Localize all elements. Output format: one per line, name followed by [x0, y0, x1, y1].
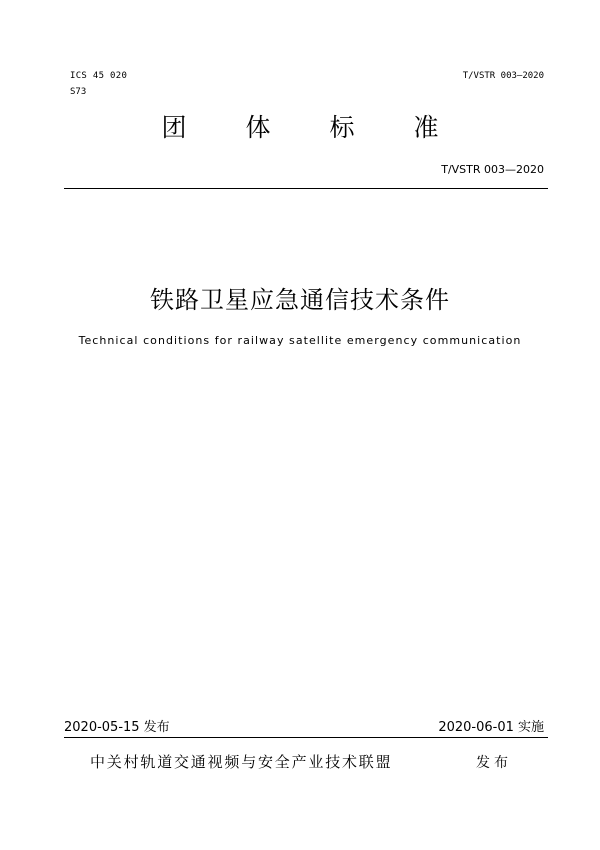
standard-type-char: 标	[329, 113, 355, 142]
title-english: Technical conditions for railway satellite emergency communication	[78, 334, 522, 347]
publisher-name: 中关村轨道交通视频与安全产业技术联盟	[90, 753, 393, 771]
standard-type-heading	[0, 108, 600, 144]
ccs-code: S73	[70, 87, 87, 97]
title-chinese: 铁路卫星应急通信技术条件	[150, 286, 450, 314]
header-divider	[64, 188, 548, 189]
footer-divider	[64, 737, 548, 738]
standard-code: T/VSTR 003—2020	[441, 163, 544, 176]
implementation-date: 2020-06-01 实施	[438, 720, 544, 735]
publish-label: 发布	[476, 755, 512, 771]
standard-type-char: 体	[245, 113, 271, 142]
standard-code-top: T/VSTR 003—2020	[462, 71, 544, 81]
issue-date: 2020-05-15 发布	[64, 720, 170, 735]
standard-type-char: 团	[161, 113, 187, 142]
standard-type-char: 准	[413, 113, 439, 142]
ics-code: ICS 45 020	[70, 71, 128, 81]
